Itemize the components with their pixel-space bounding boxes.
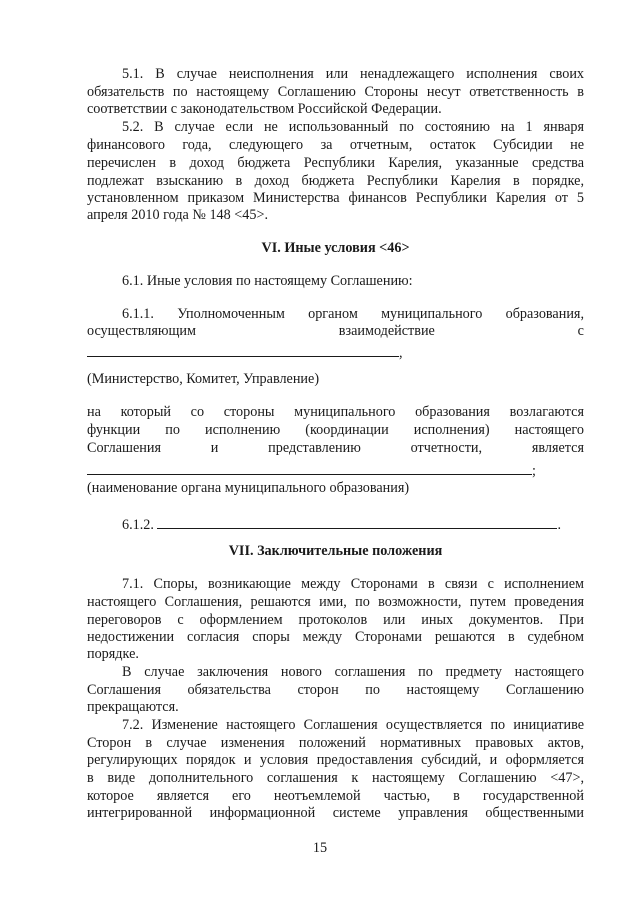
p6-1-1-line-1: 6.1.1. Уполномоченным органом муниципального образования, xyxy=(122,306,584,322)
p6-1-1-line-2: осуществляющим взаимодействие с xyxy=(87,323,584,339)
blank-field-1 xyxy=(87,343,399,357)
p6-1-intro: 6.1. Иные условия по настоящему Соглашению: xyxy=(122,273,413,289)
p7-1b-line-2: Соглашения обязательства сторон по настоящему Соглашению xyxy=(87,682,584,698)
p5-2-line-6: апреля 2010 года № 148 <45>. xyxy=(87,207,269,223)
p7-2-line-2: Сторон в случае изменения положений нормативных правовых актов, xyxy=(87,735,584,751)
p6-1-2-line xyxy=(122,515,584,532)
p6-1-1b-line-2: функции по исполнению (координации исполнения) настоящего xyxy=(87,422,584,438)
p5-2-line-1: 5.2. В случае если не использованный по состоянию на 1 января xyxy=(122,119,584,135)
p7-1b-line-1: В случае заключения нового соглашения по предмету настоящего xyxy=(122,664,584,680)
blank-line-2 xyxy=(87,461,584,478)
p5-1-line-2: обязательств по настоящему Соглашению Стороны несут ответственность в xyxy=(87,84,584,100)
p7-1-line-3: переговоров с оформлением протоколов или иных документов. При xyxy=(87,612,584,628)
p6-1-1b-line-1: на который со стороны муниципального образования возлагаются xyxy=(87,404,584,420)
p5-2-line-5: установленном приказом Министерства финансов Республики Карелия от 5 xyxy=(87,190,584,206)
page-number: 15 xyxy=(312,840,328,856)
blank-line-1-end: , xyxy=(399,345,403,361)
p7-1-line-4: недостижении согласия споры между Сторонами решаются в судебном xyxy=(87,629,584,645)
p7-2-line-1: 7.2. Изменение настоящего Соглашения осуществляется по инициативе xyxy=(122,717,584,733)
p5-2-line-3: перечислен в доход бюджета Республики Карелия, указанные средства xyxy=(87,155,584,171)
p5-1-line-3: соответствии с законодательством Российской Федерации. xyxy=(87,101,442,117)
caption-municipal-body: (наименование органа муниципального образования) xyxy=(87,480,410,496)
p7-1b-line-3: прекращаются. xyxy=(87,699,179,715)
section-7-heading: VII. Заключительные положения xyxy=(228,543,443,559)
p6-1-2-label: 6.1.2. xyxy=(122,517,154,533)
p5-2-line-2: финансового года, следующего за отчетным, остаток Субсидии не xyxy=(87,137,584,153)
p5-2-line-4: подлежат взысканию в доход бюджета Республики Карелия в порядке, xyxy=(87,173,584,189)
p6-1-2-end: . xyxy=(557,517,562,533)
p7-2-line-3: регулирующих порядок и условия предоставления субсидий, и оформляется xyxy=(87,752,584,768)
p7-2-line-5: которое является его неотъемлемой частью, в государственной xyxy=(87,788,584,804)
p7-2-line-4: в виде дополнительного соглашения к настоящему Соглашению <47>, xyxy=(87,770,584,786)
p7-1-line-5: порядке. xyxy=(87,646,139,662)
blank-field-2 xyxy=(87,461,532,475)
section-6-heading: VI. Иные условия <46> xyxy=(261,240,410,256)
p7-2-line-6: интегрированной информационной системе управления общественными xyxy=(87,805,584,821)
caption-ministry: (Министерство, Комитет, Управление) xyxy=(87,371,320,387)
p5-1-line-1: 5.1. В случае неисполнения или ненадлежащего исполнения своих xyxy=(122,66,584,82)
p6-1-1b-line-3: Соглашения и представлению отчетности, является xyxy=(87,440,584,456)
blank-line-2-end: ; xyxy=(532,463,536,479)
p7-1-line-1: 7.1. Споры, возникающие между Сторонами в связи с исполнением xyxy=(122,576,584,592)
blank-field-3 xyxy=(157,515,557,529)
p7-1-line-2: настоящего Соглашения, решаются ими, по возможности, путем проведения xyxy=(87,594,584,610)
blank-line-1 xyxy=(87,343,584,360)
